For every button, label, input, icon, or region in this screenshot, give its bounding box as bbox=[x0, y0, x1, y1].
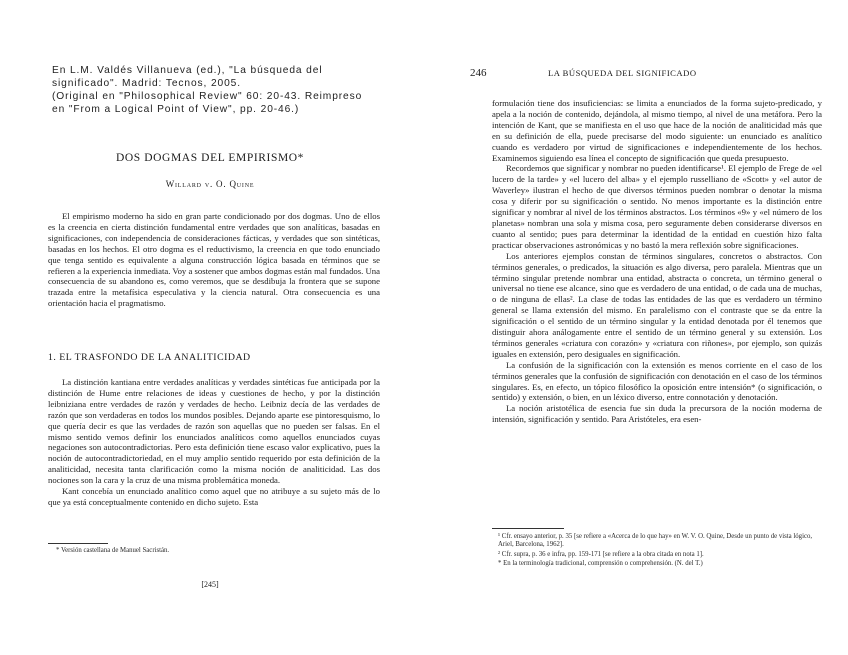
page-number: 246 bbox=[470, 67, 487, 79]
body-paragraph: La distinción kantiana entre verdades analíticas y verdades sintéticas fue anticipada por la distinción de Hume entre relaciones de ideas y cuestiones de hecho, y por la distinción leibniziana entre verdades de razón y verdades de hecho. Leibniz decía de las verdades de razón que son verdaderas en todos los mundos posibles. Dejando aparte ese pintoresquismo, lo que quería decir es que las verdades de razón son aquellas que no pueden ser falsas. En el mismo sentido vemos definir los enunciados analíticos como aquellos enunciados cuyas negaciones son autocontradictorias. Pero esta definición tiene escaso valor explicativo, pues la noción de autocontradictoriedad, en el muy amplio sentido requerido por esta definición de la analiticidad, necesita tanta clarificación como la misma noción de analiticidad. Las dos nociones son la cara y la cruz de una misma problemática moneda. bbox=[48, 377, 380, 486]
right-body bbox=[492, 98, 822, 425]
footnote-rule bbox=[48, 543, 108, 544]
citation-line: significado". Madrid: Tecnos, 2005. bbox=[52, 78, 241, 89]
citation-line: en "From a Logical Point of View", pp. 20-46.) bbox=[52, 104, 300, 115]
citation-line: (Original en "Philosophical Review" 60: 20-43. Reimpreso bbox=[52, 91, 363, 102]
section-1-body bbox=[48, 377, 380, 508]
article-author: Willard v. O. Quine bbox=[165, 179, 255, 189]
section-heading: 1. EL TRASFONDO DE LA ANALITICIDAD bbox=[48, 352, 251, 363]
left-page bbox=[0, 0, 420, 655]
body-paragraph: formulación tiene dos insuficiencias: se limita a enunciados de la forma sujeto-predicado, y apela a la noción de contenido, dejándola, al mismo tiempo, al nivel de una metáfora. Pero la intención de Kant, que se manifiesta en el uso que hace de la noción de analiticidad más que en su definición de ella, puede precisarse del modo siguiente: un enunciado es analítico cuando es verdadero por virtud de significaciones e independientemente de los hechos. Examinemos siguiendo esa línea el concepto de significación que queda presupuesto. bbox=[492, 98, 822, 163]
footnote: * En la terminología tradicional, comprensión o comprehensión. (N. del T.) bbox=[498, 559, 703, 567]
body-paragraph: Kant concebía un enunciado analítico como aquel que no atribuye a su sujeto más de lo que ya está conceptualmente contenido en dicho sujeto. Esta bbox=[48, 486, 380, 507]
right-page bbox=[420, 0, 848, 655]
footnotes-right bbox=[498, 533, 822, 569]
footnote: * Versión castellana de Manuel Sacristán. bbox=[56, 547, 170, 554]
footnote: ² Cfr. supra, p. 36 e infra, pp. 159-171 [se refiere a la obra citada en nota 1]. bbox=[498, 550, 704, 558]
page-number: [245] bbox=[201, 580, 219, 589]
body-paragraph: La noción aristotélica de esencia fue sin duda la precursora de la noción moderna de intensión, significación y sentido. Para Aristóteles, era esen- bbox=[492, 403, 822, 425]
intro-section bbox=[48, 211, 380, 309]
body-paragraph: La confusión de la significación con la extensión es menos corriente en el caso de los términos generales que la confusión de significación con denotación en el caso de los términos singulares. Es, en efecto, un tópico filosófico la oposición entre intensión* (o significación, o sentido) y extensión, o bien, en un léxico diverso, entre connotación y denotación. bbox=[492, 359, 822, 403]
citation-line: En L.M. Valdés Villanueva (ed.), "La búsqueda del bbox=[52, 65, 323, 76]
article-title: DOS DOGMAS DEL EMPIRISMO* bbox=[115, 152, 305, 164]
body-paragraph: Los anteriores ejemplos constan de términos singulares, concretos o abstractos. Con términos generales, o predicados, la situación es algo diversa, pero paralela. Mientras que un término singular pretende nombrar una entidad, abstracta o concreta, un término general o universal no tiene ese alcance, sino que es verdadero de una entidad, o de cada una de muchas, o de ninguna de ellas². La clase de todas las entidades de las que es verdadero un término general se llama extensión del mismo. En paralelismo con el contraste que se da entre la significación o el sentido de un término singular y la entidad denotada por él tenemos que distinguir ahora análogamente entre el sentido de un término general y su extensión. Los términos generales «criatura con corazón» y «criatura con riñones», por ejemplo, son quizás iguales en extensión, pero desiguales en significación. bbox=[492, 250, 822, 359]
source-citation bbox=[52, 64, 392, 116]
running-head bbox=[470, 67, 806, 81]
intro-paragraph: El empirismo moderno ha sido en gran parte condicionado por dos dogmas. Uno de ellos es la creencia en cierta distinción fundamental entre verdades que son analíticas, basadas en significaciones, con independencia de consideraciones fácticas, y verdades que son sintéticas, basadas en los hechos. El otro dogma es el reductivismo, la creencia en que todo enunciado que tenga sentido es equivalente a alguna construcción lógica basada en términos que se refieren a la experiencia inmediata. Voy a sostener que ambos dogmas están mal fundados. Una consecuencia de su abandono es, como veremos, que se desdibuja la frontera que se supone trazada entre la metafísica especulativa y la ciencia natural. Otra consecuencia es una orientación hacia el pragmatismo. bbox=[48, 211, 380, 309]
running-title: LA BÚSQUEDA DEL SIGNIFICADO bbox=[548, 68, 697, 78]
footnotes-left bbox=[56, 547, 376, 556]
footnote: ¹ Cfr. ensayo anterior, p. 35 [se refiere a «Acerca de lo que hay» en W. V. O. Quine, Desde un punto de vista lógico, Ariel, Barcelona, 1962]. bbox=[498, 533, 813, 549]
body-paragraph: Recordemos que significar y nombrar no pueden identificarse¹. El ejemplo de Frege de «el lucero de la tarde» y «el lucero del alba» y el ejemplo russelliano de «Scott» y «el autor de Waverley» ilustran el hecho de que diversos términos pueden nombrar o denotar la misma cosa y diferir por su significación o sentido. No menos importante es la distinción entre significar y nombrar al nivel de los términos abstractos. Los términos «9» y «el número de los planetas» nombran una sola y misma cosa, pero seguramente deben considerarse diversos en cuanto al sentido; pues para determinar la identidad de la entidad en cuestión hizo falta practicar observaciones astronómicas y no bastó la mera reflexión sobre significaciones. bbox=[492, 163, 822, 250]
footnote-rule bbox=[492, 528, 564, 529]
